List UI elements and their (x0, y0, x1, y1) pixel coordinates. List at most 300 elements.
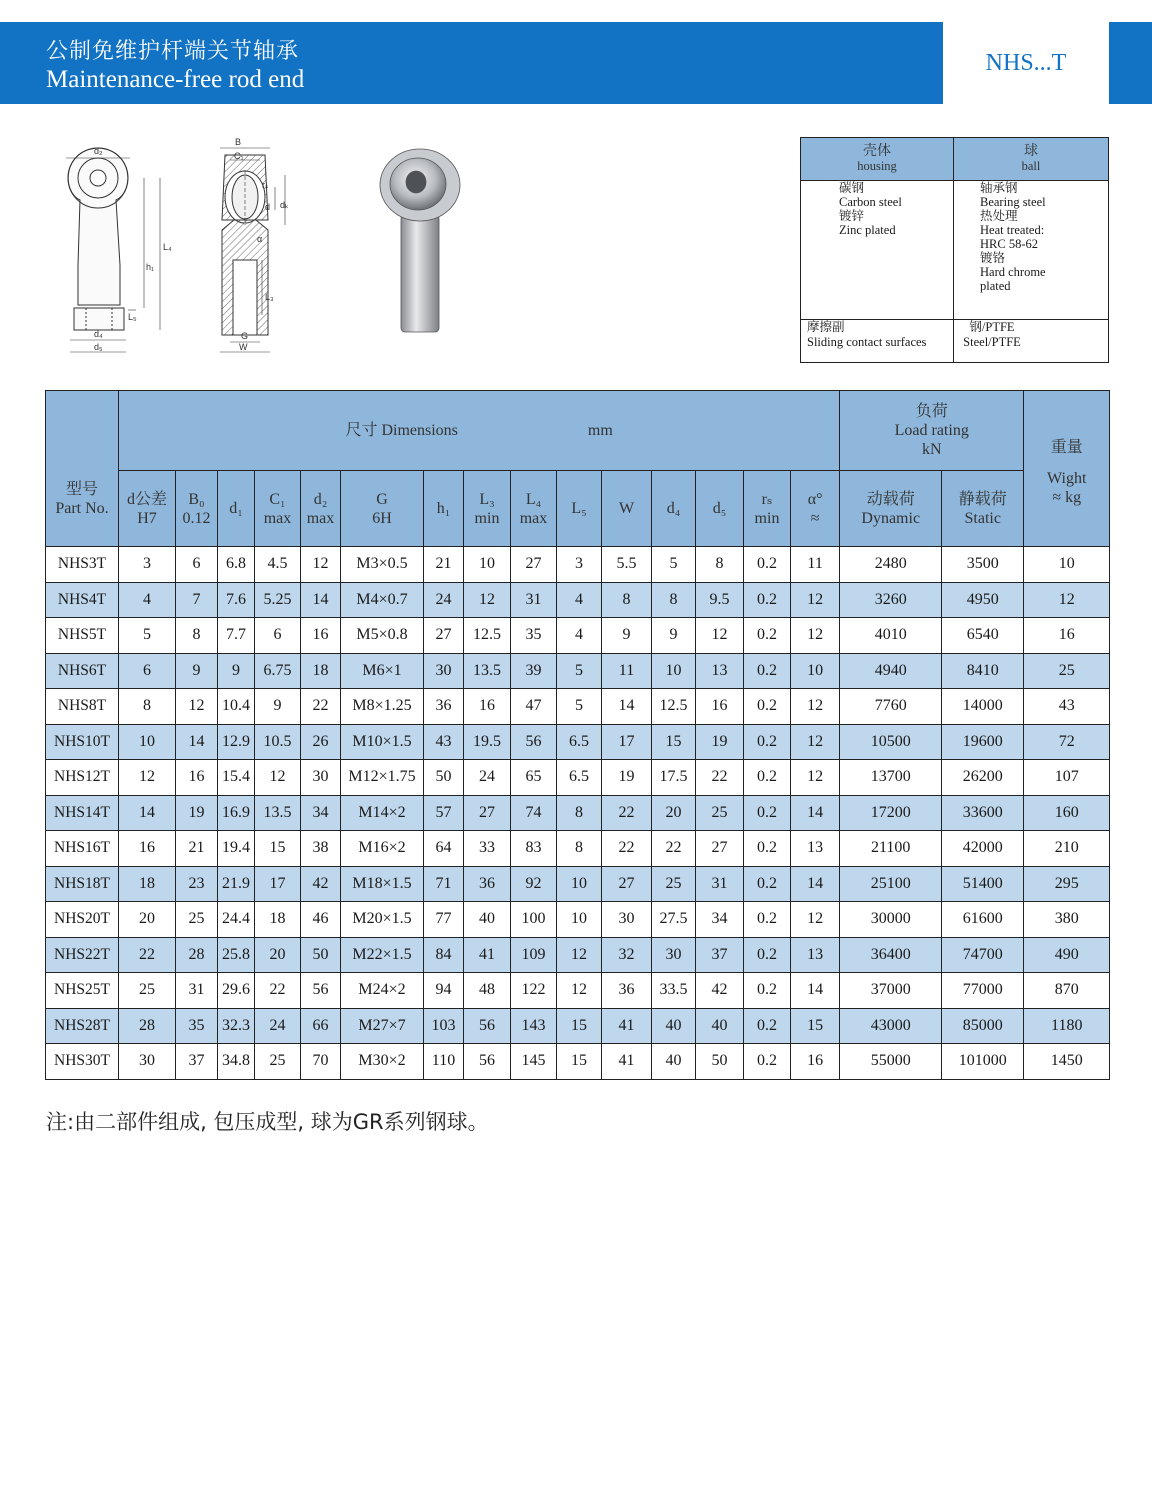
part-number-cell: NHS5T (46, 618, 119, 654)
table-cell: 27 (424, 618, 464, 654)
table-cell: 34.8 (218, 1044, 255, 1080)
table-cell: 15 (255, 831, 301, 867)
housing-material: 碳钢 Carbon steel 镀锌 Zinc plated (801, 181, 954, 320)
table-cell: 7760 (840, 689, 942, 725)
table-cell: 83 (511, 831, 557, 867)
table-cell: 34 (301, 795, 341, 831)
header-side-bar (1109, 22, 1152, 104)
table-cell: 6.5 (557, 760, 602, 796)
table-cell: M16×2 (341, 831, 424, 867)
table-cell: 15.4 (218, 760, 255, 796)
table-cell: 25 (119, 973, 176, 1009)
col-header: C₁ max (255, 471, 301, 547)
table-cell: 66 (301, 1008, 341, 1044)
table-cell: 17200 (840, 795, 942, 831)
label-rs: rₛ (262, 180, 269, 190)
table-cell: 41 (464, 937, 511, 973)
ball-header: 球 ball (954, 138, 1109, 181)
table-cell: 13 (696, 653, 744, 689)
table-cell: 35 (176, 1008, 218, 1044)
table-cell: 50 (301, 937, 341, 973)
table-cell: 6.5 (557, 724, 602, 760)
table-cell: 9 (602, 618, 652, 654)
table-cell: 14 (791, 795, 840, 831)
table-cell: 5 (557, 653, 602, 689)
table-cell: 12 (557, 937, 602, 973)
table-cell: 19.4 (218, 831, 255, 867)
table-row (46, 618, 1110, 654)
material-table (800, 137, 1109, 363)
table-cell: 56 (511, 724, 557, 760)
col-header: α° ≈ (791, 471, 840, 547)
table-cell: 0.2 (744, 1044, 791, 1080)
table-cell: 13 (791, 831, 840, 867)
part-number-cell: NHS6T (46, 653, 119, 689)
table-row (46, 653, 1110, 689)
table-cell: 8 (696, 547, 744, 583)
table-cell: 28 (176, 937, 218, 973)
table-cell: 22 (301, 689, 341, 725)
table-cell: 25 (652, 866, 696, 902)
table-cell: 15 (791, 1008, 840, 1044)
table-row (46, 831, 1110, 867)
table-cell: 6.8 (218, 547, 255, 583)
table-cell: 3500 (942, 547, 1024, 583)
table-cell: 6 (255, 618, 301, 654)
note: 注:由二部件组成, 包压成型, 球为GR系列钢球。 (46, 1110, 489, 1134)
table-cell: 19.5 (464, 724, 511, 760)
table-cell: 38 (301, 831, 341, 867)
table-cell: 65 (511, 760, 557, 796)
series-code: NHS...T (985, 49, 1067, 76)
table-cell: 77 (424, 902, 464, 938)
table-cell: 10 (1024, 547, 1110, 583)
table-cell: 36 (424, 689, 464, 725)
table-row (46, 937, 1110, 973)
col-header: h₁ (424, 471, 464, 547)
table-cell: 30 (602, 902, 652, 938)
table-cell: 40 (464, 902, 511, 938)
table-cell: 0.2 (744, 831, 791, 867)
part-number-cell: NHS4T (46, 582, 119, 618)
table-cell: 24 (255, 1008, 301, 1044)
table-cell: 24 (464, 760, 511, 796)
table-cell: 31 (511, 582, 557, 618)
table-cell: M18×1.5 (341, 866, 424, 902)
table-cell: 47 (511, 689, 557, 725)
table-cell: 13.5 (255, 795, 301, 831)
table-cell: 25 (1024, 653, 1110, 689)
table-cell: 34 (696, 902, 744, 938)
table-cell: 9 (176, 653, 218, 689)
table-cell: 15 (557, 1008, 602, 1044)
table-cell: 8 (557, 795, 602, 831)
table-cell: 12 (791, 760, 840, 796)
table-cell: 12 (119, 760, 176, 796)
table-cell: 109 (511, 937, 557, 973)
label-d2: d₂ (94, 146, 103, 156)
part-number-cell: NHS22T (46, 937, 119, 973)
table-cell: 4.5 (255, 547, 301, 583)
table-cell: 100 (511, 902, 557, 938)
table-cell: 13700 (840, 760, 942, 796)
table-cell: 14 (301, 582, 341, 618)
table-row (46, 1044, 1110, 1080)
table-cell: 50 (424, 760, 464, 796)
table-cell: M30×2 (341, 1044, 424, 1080)
table-row (46, 724, 1110, 760)
part-number-cell: NHS3T (46, 547, 119, 583)
table-cell: 51400 (942, 866, 1024, 902)
table-cell: 12 (791, 618, 840, 654)
table-cell: 16 (1024, 618, 1110, 654)
label-C1: C₁ (234, 151, 244, 161)
table-cell: 92 (511, 866, 557, 902)
table-cell: 0.2 (744, 547, 791, 583)
table-cell: 22 (255, 973, 301, 1009)
table-cell: 15 (652, 724, 696, 760)
table-cell: M22×1.5 (341, 937, 424, 973)
part-number-cell: NHS8T (46, 689, 119, 725)
table-cell: 22 (652, 831, 696, 867)
table-cell: 143 (511, 1008, 557, 1044)
table-cell: 9 (255, 689, 301, 725)
table-cell: 0.2 (744, 1008, 791, 1044)
table-cell: 41 (602, 1008, 652, 1044)
table-cell: 50 (696, 1044, 744, 1080)
table-cell: 74 (511, 795, 557, 831)
table-row (46, 902, 1110, 938)
table-cell: 4 (119, 582, 176, 618)
table-cell: 36 (602, 973, 652, 1009)
table-cell: 16 (301, 618, 341, 654)
label-G: G (241, 331, 249, 341)
housing-header: 壳体 housing (801, 138, 954, 181)
table-cell: 14000 (942, 689, 1024, 725)
table-cell: 40 (652, 1044, 696, 1080)
table-cell: 210 (1024, 831, 1110, 867)
ball-material: 轴承钢 Bearing steel 热处理 Heat treated: HRC 58-62 镀铬 Hard chrome plated (954, 181, 1109, 320)
table-cell: 33 (464, 831, 511, 867)
table-cell: 12 (791, 724, 840, 760)
dimensions-header: 尺寸 Dimensions mm (119, 391, 840, 471)
table-cell: 72 (1024, 724, 1110, 760)
table-cell: 57 (424, 795, 464, 831)
table-cell: 16 (696, 689, 744, 725)
table-cell: 16 (464, 689, 511, 725)
table-cell: M20×1.5 (341, 902, 424, 938)
col-header: L₅ (557, 471, 602, 547)
table-cell: 56 (464, 1044, 511, 1080)
table-cell: 84 (424, 937, 464, 973)
section-view-drawing (220, 148, 285, 352)
table-cell: 20 (255, 937, 301, 973)
table-cell: 0.2 (744, 689, 791, 725)
table-cell: 14 (791, 866, 840, 902)
table-cell: 18 (301, 653, 341, 689)
table-cell: 5 (119, 618, 176, 654)
table-row (46, 689, 1110, 725)
table-cell: 15 (557, 1044, 602, 1080)
table-cell: 0.2 (744, 582, 791, 618)
table-cell: 14 (602, 689, 652, 725)
col-header: d₄ (652, 471, 696, 547)
table-cell: 32.3 (218, 1008, 255, 1044)
table-cell: 30000 (840, 902, 942, 938)
table-cell: 0.2 (744, 795, 791, 831)
label-B: B (235, 137, 242, 147)
table-cell: 19 (176, 795, 218, 831)
table-cell: 295 (1024, 866, 1110, 902)
table-cell: 42 (696, 973, 744, 1009)
table-cell: 56 (301, 973, 341, 1009)
table-cell: 380 (1024, 902, 1110, 938)
table-cell: 7.6 (218, 582, 255, 618)
table-cell: 46 (301, 902, 341, 938)
table-cell: 43 (1024, 689, 1110, 725)
table-cell: 107 (1024, 760, 1110, 796)
table-cell: 6.75 (255, 653, 301, 689)
col-header: G 6H (341, 471, 424, 547)
table-cell: 14 (176, 724, 218, 760)
col-header: W (602, 471, 652, 547)
table-cell: 4940 (840, 653, 942, 689)
table-cell: 64 (424, 831, 464, 867)
part-number-cell: NHS25T (46, 973, 119, 1009)
front-view-drawing (66, 148, 160, 352)
table-cell: 61600 (942, 902, 1024, 938)
table-cell: 21 (176, 831, 218, 867)
table-row (46, 760, 1110, 796)
part-number-cell: NHS14T (46, 795, 119, 831)
table-cell: 11 (791, 547, 840, 583)
label-d4: d₄ (94, 329, 103, 339)
table-cell: 122 (511, 973, 557, 1009)
weight-header: 重量 Wight ≈ kg (1024, 391, 1110, 547)
table-cell: 8 (119, 689, 176, 725)
table-cell: 20 (652, 795, 696, 831)
sliding-label: 摩擦副 Sliding contact surfaces (801, 320, 954, 363)
table-cell: 0.2 (744, 866, 791, 902)
table-cell: 4 (557, 618, 602, 654)
table-row (46, 973, 1110, 1009)
table-cell: 70 (301, 1044, 341, 1080)
table-cell: 7.7 (218, 618, 255, 654)
table-cell: 4 (557, 582, 602, 618)
table-cell: 5.25 (255, 582, 301, 618)
table-cell: 16 (791, 1044, 840, 1080)
table-cell: 25100 (840, 866, 942, 902)
table-cell: 0.2 (744, 760, 791, 796)
table-cell: 19600 (942, 724, 1024, 760)
table-cell: 9.5 (696, 582, 744, 618)
table-cell: 33.5 (652, 973, 696, 1009)
table-cell: 0.2 (744, 724, 791, 760)
technical-drawings (40, 130, 480, 370)
table-cell: 25 (255, 1044, 301, 1080)
part-number-cell: NHS12T (46, 760, 119, 796)
table-cell: 12 (301, 547, 341, 583)
label-W: W (239, 342, 248, 352)
table-cell: 56 (464, 1008, 511, 1044)
col-header: L₄ max (511, 471, 557, 547)
table-cell: 0.2 (744, 653, 791, 689)
table-cell: 9 (218, 653, 255, 689)
part-no-header: 型号 Part No. (46, 391, 119, 547)
table-cell: 42 (301, 866, 341, 902)
table-cell: 17 (255, 866, 301, 902)
table-cell: 36 (464, 866, 511, 902)
table-cell: 0.2 (744, 618, 791, 654)
table-cell: 12 (1024, 582, 1110, 618)
table-cell: 22 (602, 795, 652, 831)
table-cell: 40 (696, 1008, 744, 1044)
table-cell: 40 (652, 1008, 696, 1044)
col-header: d₁ (218, 471, 255, 547)
table-cell: 25 (696, 795, 744, 831)
table-cell: 12 (255, 760, 301, 796)
col-header: 静载荷 Static (942, 471, 1024, 547)
table-cell: 17 (602, 724, 652, 760)
table-cell: 14 (791, 973, 840, 1009)
table-cell: 10 (791, 653, 840, 689)
table-cell: 8 (652, 582, 696, 618)
part-number-cell: NHS10T (46, 724, 119, 760)
title-en: Maintenance-free rod end (46, 66, 305, 93)
table-cell: 5.5 (602, 547, 652, 583)
col-header: 动载荷 Dynamic (840, 471, 942, 547)
table-cell: 7 (176, 582, 218, 618)
table-row (46, 1008, 1110, 1044)
sliding-value: 钢/PTFE Steel/PTFE (954, 320, 1109, 363)
label-L5: L₅ (128, 312, 137, 322)
table-cell: 85000 (942, 1008, 1024, 1044)
table-cell: 2480 (840, 547, 942, 583)
table-cell: 8 (176, 618, 218, 654)
table-cell: 12 (791, 902, 840, 938)
table-cell: 28 (119, 1008, 176, 1044)
table-cell: 22 (119, 937, 176, 973)
table-cell: 27 (602, 866, 652, 902)
table-cell: 24 (424, 582, 464, 618)
col-header: B₀ 0.12 (176, 471, 218, 547)
table-cell: 24.4 (218, 902, 255, 938)
table-cell: 101000 (942, 1044, 1024, 1080)
table-cell: 110 (424, 1044, 464, 1080)
table-cell: 17.5 (652, 760, 696, 796)
table-cell: M5×0.8 (341, 618, 424, 654)
table-cell: M27×7 (341, 1008, 424, 1044)
table-cell: M6×1 (341, 653, 424, 689)
table-cell: 12 (791, 689, 840, 725)
label-d: d (265, 202, 271, 212)
table-cell: 37 (696, 937, 744, 973)
table-cell: 5 (557, 689, 602, 725)
part-number-cell: NHS30T (46, 1044, 119, 1080)
table-cell: 18 (119, 866, 176, 902)
table-cell: 74700 (942, 937, 1024, 973)
table-cell: 39 (511, 653, 557, 689)
table-cell: 26 (301, 724, 341, 760)
table-cell: 77000 (942, 973, 1024, 1009)
table-cell: 160 (1024, 795, 1110, 831)
table-cell: M12×1.75 (341, 760, 424, 796)
table-cell: 6 (119, 653, 176, 689)
table-cell: 12 (464, 582, 511, 618)
table-cell: 30 (424, 653, 464, 689)
table-cell: 3260 (840, 582, 942, 618)
table-cell: 21.9 (218, 866, 255, 902)
table-cell: 145 (511, 1044, 557, 1080)
table-cell: 32 (602, 937, 652, 973)
table-cell: M3×0.5 (341, 547, 424, 583)
table-cell: 16 (119, 831, 176, 867)
table-cell: 12.5 (652, 689, 696, 725)
table-cell: 5 (652, 547, 696, 583)
table-cell: 27 (511, 547, 557, 583)
table-cell: 29.6 (218, 973, 255, 1009)
table-cell: 103 (424, 1008, 464, 1044)
table-cell: 4950 (942, 582, 1024, 618)
table-cell: 26200 (942, 760, 1024, 796)
col-header: L₃ min (464, 471, 511, 547)
table-cell: 22 (602, 831, 652, 867)
table-cell: 11 (602, 653, 652, 689)
table-cell: 30 (652, 937, 696, 973)
table-cell: 12 (696, 618, 744, 654)
table-cell: 94 (424, 973, 464, 1009)
table-cell: 1180 (1024, 1008, 1110, 1044)
col-header: d₅ (696, 471, 744, 547)
table-row (46, 582, 1110, 618)
col-header: d公差 H7 (119, 471, 176, 547)
table-cell: M10×1.5 (341, 724, 424, 760)
table-cell: 23 (176, 866, 218, 902)
table-cell: 3 (119, 547, 176, 583)
table-cell: 36400 (840, 937, 942, 973)
table-row (46, 795, 1110, 831)
label-d5: d₅ (94, 342, 103, 352)
table-cell: M8×1.25 (341, 689, 424, 725)
table-cell: 10 (557, 866, 602, 902)
product-photo (380, 149, 460, 332)
table-cell: 10 (557, 902, 602, 938)
table-cell: 1450 (1024, 1044, 1110, 1080)
table-cell: M24×2 (341, 973, 424, 1009)
table-cell: 35 (511, 618, 557, 654)
table-cell: 16 (176, 760, 218, 796)
table-cell: 19 (696, 724, 744, 760)
table-cell: 14 (119, 795, 176, 831)
table-cell: 10.4 (218, 689, 255, 725)
label-h1: h₁ (146, 262, 155, 272)
label-alpha: α (257, 234, 263, 244)
table-cell: 12 (791, 582, 840, 618)
load-rating-header: 负荷 Load rating kN (840, 391, 1024, 471)
table-cell: 16.9 (218, 795, 255, 831)
table-cell: 12 (176, 689, 218, 725)
table-cell: 27 (696, 831, 744, 867)
table-cell: 8410 (942, 653, 1024, 689)
table-cell: 10 (119, 724, 176, 760)
table-cell: 6540 (942, 618, 1024, 654)
table-cell: 37000 (840, 973, 942, 1009)
table-cell: 71 (424, 866, 464, 902)
table-cell: 21100 (840, 831, 942, 867)
table-cell: 25.8 (218, 937, 255, 973)
part-number-cell: NHS20T (46, 902, 119, 938)
table-cell: 6 (176, 547, 218, 583)
